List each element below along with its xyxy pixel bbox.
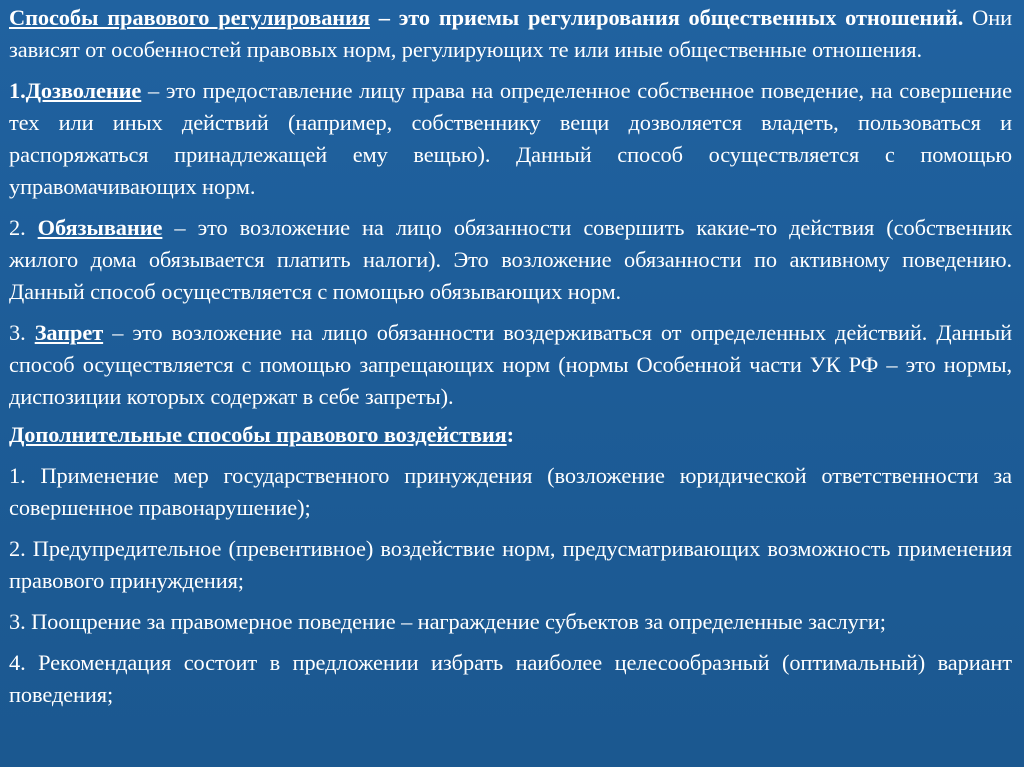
additional-item: 1. Применение мер государственного принуждения (возложение юридической ответственности за совершенное правонарушение); [9, 463, 1012, 520]
intro-term: Способы правового регулирования [9, 5, 370, 30]
additional-item: 2. Предупредительное (превентивное) воздействие норм, предусматривающих возможность применения правового принуждения; [9, 536, 1012, 593]
additional-heading-colon: : [506, 422, 515, 447]
additional-heading [9, 419, 1012, 451]
intro-rest: Они зависят от особенностей правовых норм, регулирующих те или иные общественные отношения. [9, 5, 1013, 62]
method-paragraph-permission [9, 75, 1012, 203]
method-paragraph-obligation [9, 212, 1012, 308]
method-term: Запрет [34, 320, 104, 345]
method-paragraph-prohibition [9, 317, 1012, 413]
intro-definition: – это приемы регулирования общественных отношений. [369, 5, 964, 30]
method-number: 3. [9, 320, 35, 345]
method-text: – это возложение на лицо обязанности совершить какие-то действия (собственник жилого дома обязывается платить налоги). Это возложение обязанности по активному поведению. Данный способ осуществляется с помощью обязывающих норм. [9, 215, 1012, 304]
additional-item: 3. Поощрение за правомерное поведение – награждение субъектов за определенные заслуги; [9, 609, 886, 634]
method-term: Дозволение [25, 78, 142, 103]
method-term: Обязывание [37, 215, 163, 240]
method-text: – это предоставление лицу права на определенное собственное поведение, на совершение тех или иных действий (например, собственнику вещи дозволяется владеть, пользоваться и распоряжаться принадлежащей ему вещью). Данный способ осуществляется с помощью управомачивающих норм. [9, 78, 1012, 199]
additional-heading-text: Дополнительные способы правового воздействия [9, 422, 507, 447]
method-number: 1. [9, 78, 26, 103]
method-number: 2. [9, 215, 38, 240]
method-text: – это возложение на лицо обязанности воздерживаться от определенных действий. Данный способ осуществляется с помощью запрещающих норм (нормы Особенной части УК РФ – это нормы, диспозиции которых содержат в себе запреты). [9, 320, 1013, 409]
intro-paragraph [9, 2, 1012, 66]
additional-item: 4. Рекомендация состоит в предложении избрать наиболее целесообразный (оптимальный) вариант поведения; [9, 650, 1012, 707]
